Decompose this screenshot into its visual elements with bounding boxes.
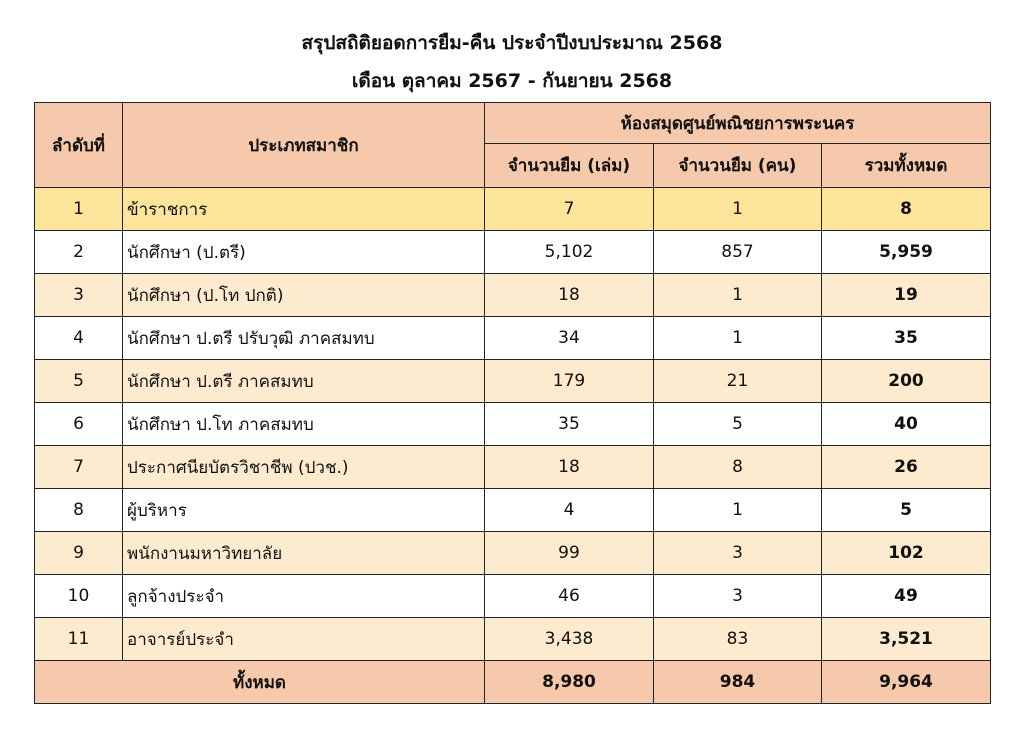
row-no: 8 <box>35 489 123 532</box>
row-no: 10 <box>35 575 123 618</box>
row-loans-books: 46 <box>485 575 654 618</box>
row-loans-books: 18 <box>485 446 654 489</box>
header-member-type: ประเภทสมาชิก <box>123 103 485 188</box>
row-loans-books: 7 <box>485 188 654 231</box>
table-row <box>35 575 991 618</box>
totals-books: 8,980 <box>485 661 654 704</box>
row-member-type: ประกาศนียบัตรวิชาชีพ (ปวช.) <box>123 446 485 489</box>
row-total: 26 <box>822 446 991 489</box>
row-member-type: พนักงานมหาวิทยาลัย <box>123 532 485 575</box>
row-loans-people: 1 <box>654 489 822 532</box>
table-row <box>35 274 991 317</box>
row-loans-people: 3 <box>654 575 822 618</box>
totals-total: 9,964 <box>822 661 991 704</box>
report-title: สรุปสถิติยอดการยืม-คืน ประจำปีงบประมาณ 2568 <box>301 32 723 54</box>
header-no: ลำดับที่ <box>35 103 123 188</box>
row-member-type: นักศึกษา ป.โท ภาคสมทบ <box>123 403 485 446</box>
row-member-type: อาจารย์ประจำ <box>123 618 485 661</box>
header-library: ห้องสมุดศูนย์พณิชยการพระนคร <box>485 103 991 144</box>
row-member-type: นักศึกษา ป.ตรี ภาคสมทบ <box>123 360 485 403</box>
header-loans-people: จำนวนยืม (คน) <box>654 144 822 188</box>
table-row <box>35 618 991 661</box>
loan-statistics-table <box>34 102 991 704</box>
totals-row <box>35 661 991 704</box>
row-total: 35 <box>822 317 991 360</box>
totals-people: 984 <box>654 661 822 704</box>
table-row <box>35 231 991 274</box>
row-no: 9 <box>35 532 123 575</box>
row-loans-people: 83 <box>654 618 822 661</box>
row-total: 102 <box>822 532 991 575</box>
table-row <box>35 188 991 231</box>
row-total: 8 <box>822 188 991 231</box>
row-loans-people: 1 <box>654 317 822 360</box>
row-loans-people: 3 <box>654 532 822 575</box>
header-loans-books: จำนวนยืม (เล่ม) <box>485 144 654 188</box>
row-total: 200 <box>822 360 991 403</box>
row-member-type: นักศึกษา ป.ตรี ปรับวุฒิ ภาคสมทบ <box>123 317 485 360</box>
table-row <box>35 360 991 403</box>
row-no: 5 <box>35 360 123 403</box>
table-row <box>35 317 991 360</box>
totals-label: ทั้งหมด <box>35 661 485 704</box>
report-period: เดือน ตุลาคม 2567 - กันยายน 2568 <box>351 70 673 92</box>
row-loans-books: 3,438 <box>485 618 654 661</box>
row-no: 7 <box>35 446 123 489</box>
row-loans-books: 18 <box>485 274 654 317</box>
row-no: 1 <box>35 188 123 231</box>
row-loans-people: 1 <box>654 188 822 231</box>
row-no: 3 <box>35 274 123 317</box>
row-total: 5,959 <box>822 231 991 274</box>
row-loans-people: 5 <box>654 403 822 446</box>
header-total: รวมทั้งหมด <box>822 144 991 188</box>
row-loans-books: 179 <box>485 360 654 403</box>
row-loans-books: 4 <box>485 489 654 532</box>
row-loans-books: 99 <box>485 532 654 575</box>
table-row <box>35 446 991 489</box>
row-total: 3,521 <box>822 618 991 661</box>
row-loans-people: 857 <box>654 231 822 274</box>
row-loans-books: 5,102 <box>485 231 654 274</box>
row-member-type: ลูกจ้างประจำ <box>123 575 485 618</box>
row-no: 4 <box>35 317 123 360</box>
row-no: 11 <box>35 618 123 661</box>
table-row <box>35 532 991 575</box>
row-total: 5 <box>822 489 991 532</box>
row-loans-people: 1 <box>654 274 822 317</box>
row-total: 49 <box>822 575 991 618</box>
row-loans-people: 8 <box>654 446 822 489</box>
row-member-type: ข้าราชการ <box>123 188 485 231</box>
table-row <box>35 403 991 446</box>
table-row <box>35 489 991 532</box>
row-total: 19 <box>822 274 991 317</box>
row-loans-books: 34 <box>485 317 654 360</box>
row-loans-people: 21 <box>654 360 822 403</box>
row-loans-books: 35 <box>485 403 654 446</box>
row-member-type: นักศึกษา (ป.โท ปกติ) <box>123 274 485 317</box>
row-member-type: ผู้บริหาร <box>123 489 485 532</box>
row-total: 40 <box>822 403 991 446</box>
row-member-type: นักศึกษา (ป.ตรี) <box>123 231 485 274</box>
row-no: 6 <box>35 403 123 446</box>
row-no: 2 <box>35 231 123 274</box>
